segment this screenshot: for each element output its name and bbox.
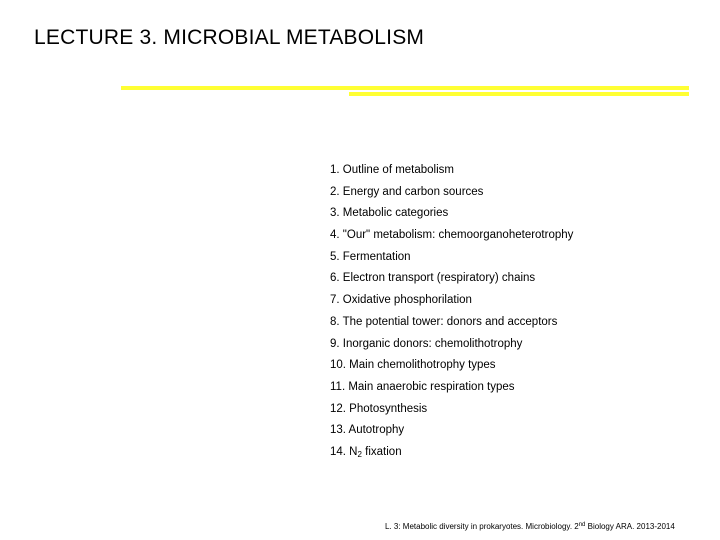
outline-item: 1. Outline of metabolism xyxy=(330,164,455,176)
outline-item: 6. Electron transport (respiratory) chains xyxy=(330,272,536,285)
outline-item-prefix: 14. N xyxy=(330,445,358,458)
title-underline-long xyxy=(121,86,689,90)
footer-text-end: Biology ARA. 2013-2014 xyxy=(585,522,675,531)
slide-footer xyxy=(385,522,675,531)
outline-item-suffix: fixation xyxy=(361,445,402,458)
outline-item: 12. Photosynthesis xyxy=(330,402,428,415)
slide-title: LECTURE 3. MICROBIAL METABOLISM xyxy=(34,26,425,49)
outline-item-n2-fixation xyxy=(330,445,573,467)
outline-item: 11. Main anaerobic respiration types xyxy=(330,380,515,393)
footer-text-start: L. 3: Metabolic diversity in prokaryotes. Microbiology. 2 xyxy=(385,522,579,531)
outline-item: 3. Metabolic categories xyxy=(330,207,449,220)
outline-item: 4. "Our" metabolism: chemoorganoheterotrophy xyxy=(330,229,574,242)
lecture-outline-list xyxy=(330,163,573,467)
outline-item: 13. Autotrophy xyxy=(330,424,405,437)
outline-item: 5. Fermentation xyxy=(330,250,411,263)
outline-item: 10. Main chemolithotrophy types xyxy=(330,359,496,372)
outline-item: 7. Oxidative phosphorilation xyxy=(330,294,472,307)
outline-item-subscript: 2 xyxy=(357,449,362,459)
outline-item: 9. Inorganic donors: chemolithotrophy xyxy=(330,337,523,350)
footer-superscript: nd xyxy=(578,522,586,528)
outline-item: 2. Energy and carbon sources xyxy=(330,185,484,198)
title-underline-short xyxy=(349,92,689,96)
outline-item: 8. The potential tower: donors and acceptors xyxy=(330,315,558,328)
